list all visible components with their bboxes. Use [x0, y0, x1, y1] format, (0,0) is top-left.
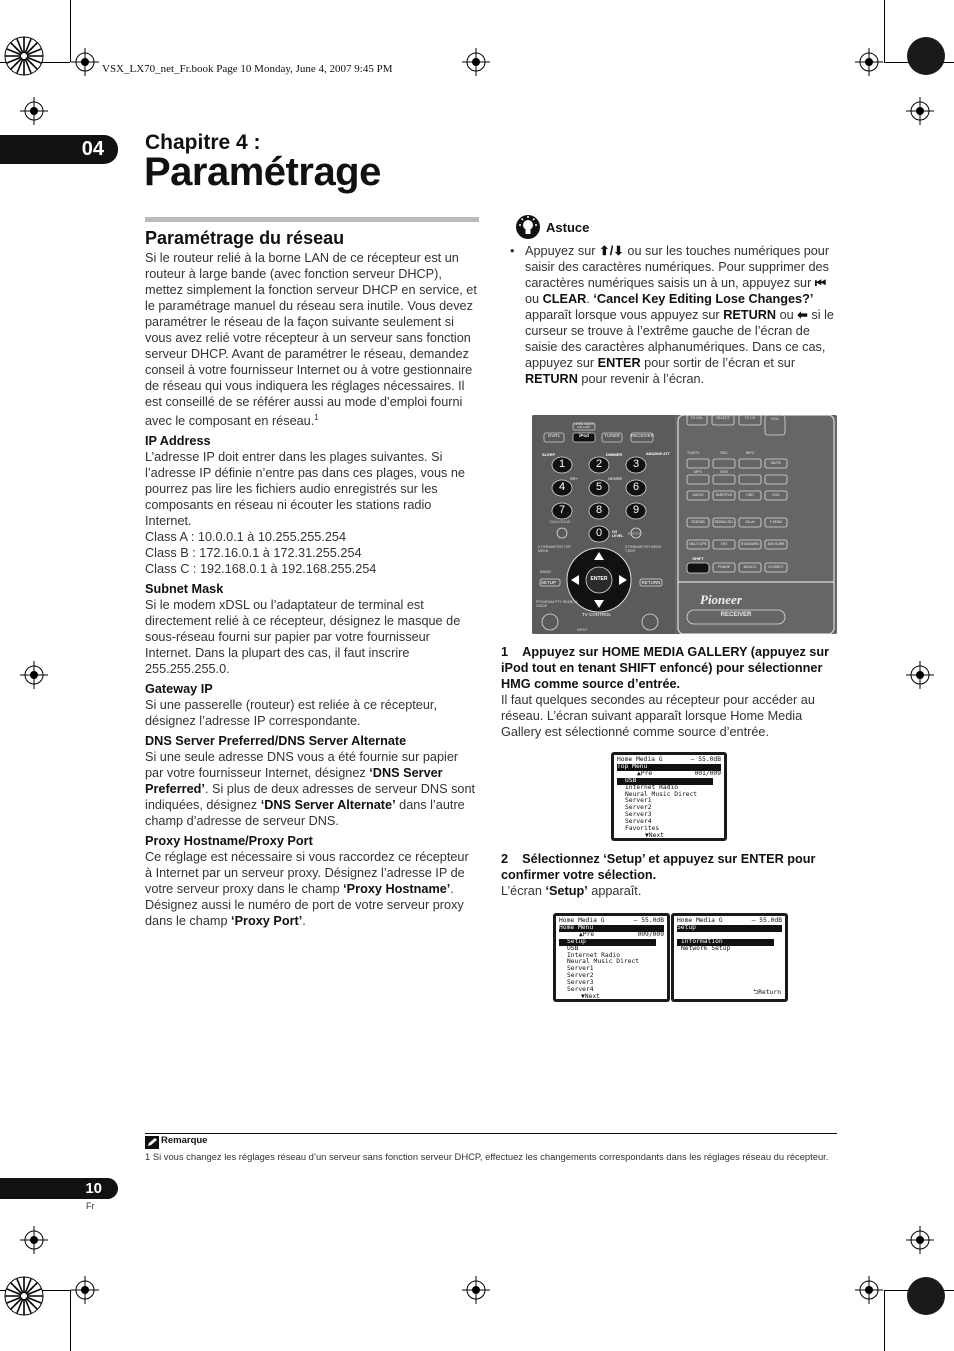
remote-label-program: PROGRAM PTY SEARCH GUIDE [536, 600, 578, 608]
page-number: 10 [0, 1178, 118, 1199]
page-title: Paramétrage [144, 150, 381, 194]
remote-num-9: 9 [632, 504, 640, 516]
intro-paragraph [145, 250, 479, 429]
remote-label-thx: THX [720, 542, 728, 546]
remote-label-info: INFO [745, 451, 755, 455]
pioneer-logo: Pioneer [700, 592, 742, 607]
remote-num-6: 6 [632, 481, 640, 493]
subnet-heading: Subnet Mask [145, 582, 224, 597]
remote-num-4: 4 [558, 481, 566, 493]
tip-t6: ou [776, 308, 798, 322]
remote-label-eon: EON [720, 470, 728, 474]
proxy-t3: . [302, 914, 306, 929]
proxy-text [145, 849, 479, 929]
remote-label-phase: PHASE [718, 565, 730, 569]
remote-label-ch-level: CH LEVEL [612, 530, 624, 538]
remote-label-genre: GENRE [608, 476, 623, 481]
tip-label: Astuce [546, 220, 590, 235]
remote-label-select: SELECT [716, 416, 730, 420]
lcd1-count: 001/009 [694, 769, 721, 777]
step1-instruction: Appuyez sur HOME MEDIA GALLERY (appuyez sur iPod tout en tenant SHIFT enfoncé) pour sélectionner HMG comme source d’entrée. [501, 645, 830, 691]
step2-t1: L’écran [501, 884, 546, 898]
remote-label-status: STATUS [691, 520, 705, 524]
lcd2-source: Home Media G [559, 917, 605, 924]
dns-alternate: ‘DNS Server Alternate’ [260, 798, 396, 813]
step2-setup: ‘Setup’ [545, 884, 588, 898]
lcd1-item: Server2 [625, 804, 652, 812]
remote-label-multi-ope: MULTI OPE [689, 542, 707, 546]
remote-btn-dvr1: DVR1 [547, 433, 560, 438]
remote-label-hdd: HDD [746, 493, 754, 497]
remote-label-signal-sel: SIGNAL SEL [714, 520, 734, 524]
lcd2-item: USB [567, 944, 579, 952]
lcd3-item: Network Setup [681, 944, 731, 952]
footnote-ref: 1 [314, 413, 319, 422]
remote-label-tv-dtv: TV/DTV [687, 451, 700, 455]
left-column [145, 250, 479, 929]
lcd2-item: Server4 [567, 986, 594, 994]
remote-label-standard: STANDARD [741, 542, 759, 546]
remote-btn-setup: SETUP [541, 580, 557, 585]
lcd1-menu-title: Top Menu [617, 762, 648, 770]
remote-label-sr: SR+ [570, 476, 578, 481]
remote-label-audio: AUDIO [692, 493, 704, 497]
step2-t2: apparaît. [587, 884, 642, 898]
dns-t1: Si une seule adresse DNS vous a été fournie sur papier par votre fournisseur Internet, désignez [145, 750, 459, 781]
dns-heading: DNS Server Preferred/DNS Server Alternate [145, 734, 407, 749]
lcd3-return: ⮌Return [753, 989, 781, 997]
remote-num-1: 1 [558, 458, 566, 470]
remote-enter-button: ENTER [590, 576, 608, 582]
lcd2-item: Server3 [567, 979, 594, 987]
lcd2-next: ▼Next [581, 992, 600, 999]
tip-t1: Appuyez sur [525, 244, 600, 258]
tip-clear: CLEAR [542, 292, 587, 306]
remote-label-mcacc: MCACC [743, 565, 757, 569]
proxy-port: ‘Proxy Port’ [231, 914, 303, 929]
step1-heading [501, 644, 837, 692]
language-code: Fr [86, 1201, 95, 1211]
dns-t3: dans l’autre champ d’adresse de serveur DNS. [145, 798, 465, 829]
tip-enter: ENTER [597, 356, 641, 370]
tip-return-2: RETURN [525, 372, 578, 386]
proxy-hostname: ‘Proxy Hostname’ [343, 882, 451, 897]
lcd1-item: Favorites [625, 825, 660, 833]
remote-shift-button: SHIFT [692, 556, 704, 561]
remote-btn-tuner: TUNER [604, 433, 620, 438]
remote-label-dimmer: DIMMER [606, 452, 623, 457]
remote-label-att: AMAZING ATT [646, 452, 670, 456]
remote-label-dvd: DVD [772, 493, 780, 497]
remote-label-s-direct: S.DIRECT [768, 565, 784, 569]
remote-label-x-param: X PARAMETER TOP MENU [538, 545, 571, 553]
skip-back-icon: ⏮ [814, 276, 827, 290]
tip-t2: ou sur les touches numériques pour saisir des caractères numériques. Pour supprimer des caractères numériques saisis un à un, appuyez sur [525, 244, 830, 290]
lcd2-item: Neural Music Direct [567, 958, 640, 966]
lcd1-source: Home Media G [617, 756, 663, 763]
remote-label-vol: VOL [770, 416, 779, 421]
lcd1-volume: – 55.0dB [690, 756, 721, 763]
remote-label-f-hdmi: F.HDMI [770, 520, 782, 524]
lcd3-menu-row [677, 925, 782, 932]
remote-label-mute: MUTE [771, 461, 781, 465]
remote-label-tv-control: TV CONTROL [582, 612, 612, 617]
step2-text [501, 883, 837, 899]
note-text: 1 Si vous changez les réglages réseau d’un serveur sans fonction serveur DHCP, effectuez les changements correspondants dans les réglages réseau du récepteur. [145, 1151, 829, 1162]
remote-label-dialogue: DIALOGUE [550, 519, 571, 524]
ip-address-heading: IP Address [145, 434, 211, 449]
lcd2-count: 009/009 [637, 930, 664, 938]
lcd-screen-setup [671, 913, 788, 1002]
remote-num-2: 2 [595, 458, 603, 470]
tip-bulb-icon [515, 214, 541, 240]
chapter-tab: 04 [0, 135, 118, 164]
remote-label-tv-ch: TV CH [744, 416, 756, 420]
step2-instruction: Sélectionnez ‘Setup’ et appuyez sur ENTER pour confirmer votre sélection. [501, 852, 816, 882]
remote-label-mpx: MPX [694, 470, 702, 474]
book-header: VSX_LX70_net_Fr.book Page 10 Monday, June 4, 2007 9:45 PM [102, 63, 393, 75]
dns-preferred: ‘DNS Server Preferred’ [145, 766, 443, 797]
tip-cancel-message: ‘Cancel Key Editing Lose Changes?’ [593, 292, 814, 306]
remote-label-hmg: HOME MEDIA GALLERY [574, 422, 594, 429]
lcd1-item: Server3 [625, 811, 652, 819]
remote-btn-receiver: RECEIVER [631, 433, 655, 438]
lcd1-item: Neural Music Direct [625, 790, 698, 798]
tip-t9: pour revenir à l’écran. [577, 372, 705, 386]
lcd1-item: Server1 [625, 797, 652, 805]
remote-receiver-label: RECEIVER [720, 612, 752, 618]
tip-t8: pour sortir de l’écran et sur [640, 356, 796, 370]
lcd1-item: USB [617, 778, 713, 785]
lcd3-menu-title: Setup [677, 923, 696, 931]
up-down-arrow-icon: ⬆/⬇ [599, 244, 624, 258]
chapter-label: Chapitre 4 : [145, 131, 261, 154]
section-bar [145, 217, 479, 222]
lcd3-item: Information [677, 939, 774, 946]
section-title: Paramétrage du réseau [145, 228, 345, 248]
class-b: Class B : 172.16.0.1 à 172.31.255.254 [145, 546, 362, 561]
gateway-text: Si une passerelle (routeur) est reliée à ce récepteur, désignez l’adresse IP correspondante. [145, 698, 437, 729]
tip-text [525, 243, 837, 387]
lcd2-pre: ▲Pre [579, 930, 595, 938]
step1-text: Il faut quelques secondes au récepteur pour accéder au réseau. L’écran suivant apparaît lorsque Home Media Gallery est sélectionné comme source d’entrée. [501, 693, 815, 739]
remote-label-band: BAND [540, 569, 552, 574]
tip-t7: si le curseur se trouve à l’extrême gauche de l’écran de saisie des caractères alphanumériques. Dans ce cas, appuyez sur [525, 308, 834, 370]
lcd1-item: Internet Radio [625, 783, 679, 791]
lcd2-volume: – 55.0dB [633, 917, 664, 924]
note-pencil-icon [145, 1136, 159, 1149]
remote-num-0: 0 [595, 527, 603, 539]
remote-label-s-param: S PARAMETER MENU T.EDIT [625, 545, 662, 553]
proxy-heading: Proxy Hostname/Proxy Port [145, 834, 313, 849]
lcd1-next: ▼Next [645, 831, 664, 838]
gateway-heading: Gateway IP [145, 682, 213, 697]
remote-label-input: INPUT [577, 628, 588, 632]
class-a: Class A : 10.0.0.1 à 10.255.255.254 [145, 530, 347, 545]
proxy-t1: Ce réglage est nécessaire si vous raccordez ce récepteur à Internet par un serveur proxy. Désignez l’adresse IP de votre serveur proxy dans le champ [145, 850, 469, 897]
lcd1-pre: ▲Pre [637, 769, 653, 777]
lcd1-item: Server4 [625, 818, 652, 826]
remote-label-rec: REC [720, 451, 728, 455]
remote-label-enter-small: ENTER [628, 531, 642, 536]
remote-control-illustration [532, 415, 837, 634]
left-arrow-icon: ⬅ [797, 308, 808, 322]
subnet-text: Si le modem xDSL ou l’adaptateur de terminal est directement relié à ce récepteur, désignez le masque de sous-réseau fourni sur papier par votre fournisseur Internet. Dans la plupart des cas, il faut inscrire 255.255.255.0. [145, 598, 461, 677]
lcd-screen-home-menu [553, 913, 670, 1002]
step2-heading [501, 851, 837, 883]
tip-bullet: • [510, 244, 515, 258]
ip-address-text: L’adresse IP doit entrer dans les plages suivantes. Si l’adresse IP définie n’entre pas dans ces plages, vous ne pourrez pas lire les fichiers audio enregistrés sur les composants en réseau ni écouter les stations radio Internet. [145, 450, 465, 529]
tip-t4: . [586, 292, 594, 306]
class-c: Class C : 192.168.0.1 à 192.168.255.254 [145, 562, 377, 577]
step2-number: 2 [501, 852, 509, 866]
lcd2-item: Internet Radio [567, 951, 621, 959]
proxy-t2: . Désignez aussi le numéro de port de votre serveur proxy dans le champ [145, 882, 464, 929]
remote-label-tv-vol: TV VOL [690, 416, 704, 420]
remote-num-5: 5 [595, 481, 603, 493]
lcd3-source: Home Media G [677, 917, 723, 924]
lcd2-item: Server2 [567, 972, 594, 980]
intro-text: Si le routeur relié à la borne LAN de ce récepteur est un routeur à large bande (avec fonction serveur DHCP), mettez simplement la fonction serveur DHCP en service, et le paramétrage manuel du réseau sera inutile. Vous devez paramétrer le réseau de la façon suivante seulement si vous avez relié votre récepteur à un serveur sans fonction serveur DHCP. Avant de paramétrer le réseau, demandez conseil à votre fournisseur Internet ou à votre gestionnaire de réseau qui vous indiquera les réglages nécessaires. Il est conseillé de se référer aussi au mode d’emploi fourni avec le composant en réseau. [145, 251, 477, 429]
lcd2-item: Setup [559, 939, 656, 946]
lcd-screen-top-menu [611, 752, 727, 841]
tip-return: RETURN [723, 308, 777, 322]
dns-t2: . Si plus de deux adresses de serveur DNS sont indiquées, désignez [145, 782, 476, 813]
remote-label-adv-surr: ADV.SURR [767, 542, 785, 546]
remote-num-8: 8 [595, 504, 603, 516]
remote-btn-return: RETURN [641, 580, 661, 585]
footnote-rule [145, 1133, 837, 1134]
step1-number: 1 [501, 645, 509, 659]
tip-t3: ou [525, 292, 543, 306]
remote-num-7: 7 [558, 504, 566, 516]
lcd2-menu-title: Home Menu [559, 923, 594, 931]
lcd2-item: Server1 [567, 965, 594, 973]
tip-t5: apparaît lorsque vous appuyez sur [525, 308, 724, 322]
dns-text [145, 749, 479, 829]
note-label: Remarque [161, 1135, 208, 1146]
lcd3-volume: – 55.0dB [751, 917, 782, 924]
remote-label-sleep: SLEEP [542, 452, 556, 457]
remote-label-sb-ch: Sb ch [745, 520, 755, 524]
remote-num-3: 3 [632, 458, 640, 470]
remote-btn-ipod: iPod [579, 433, 589, 438]
remote-label-subtitle: SUBTITLE [715, 493, 733, 497]
